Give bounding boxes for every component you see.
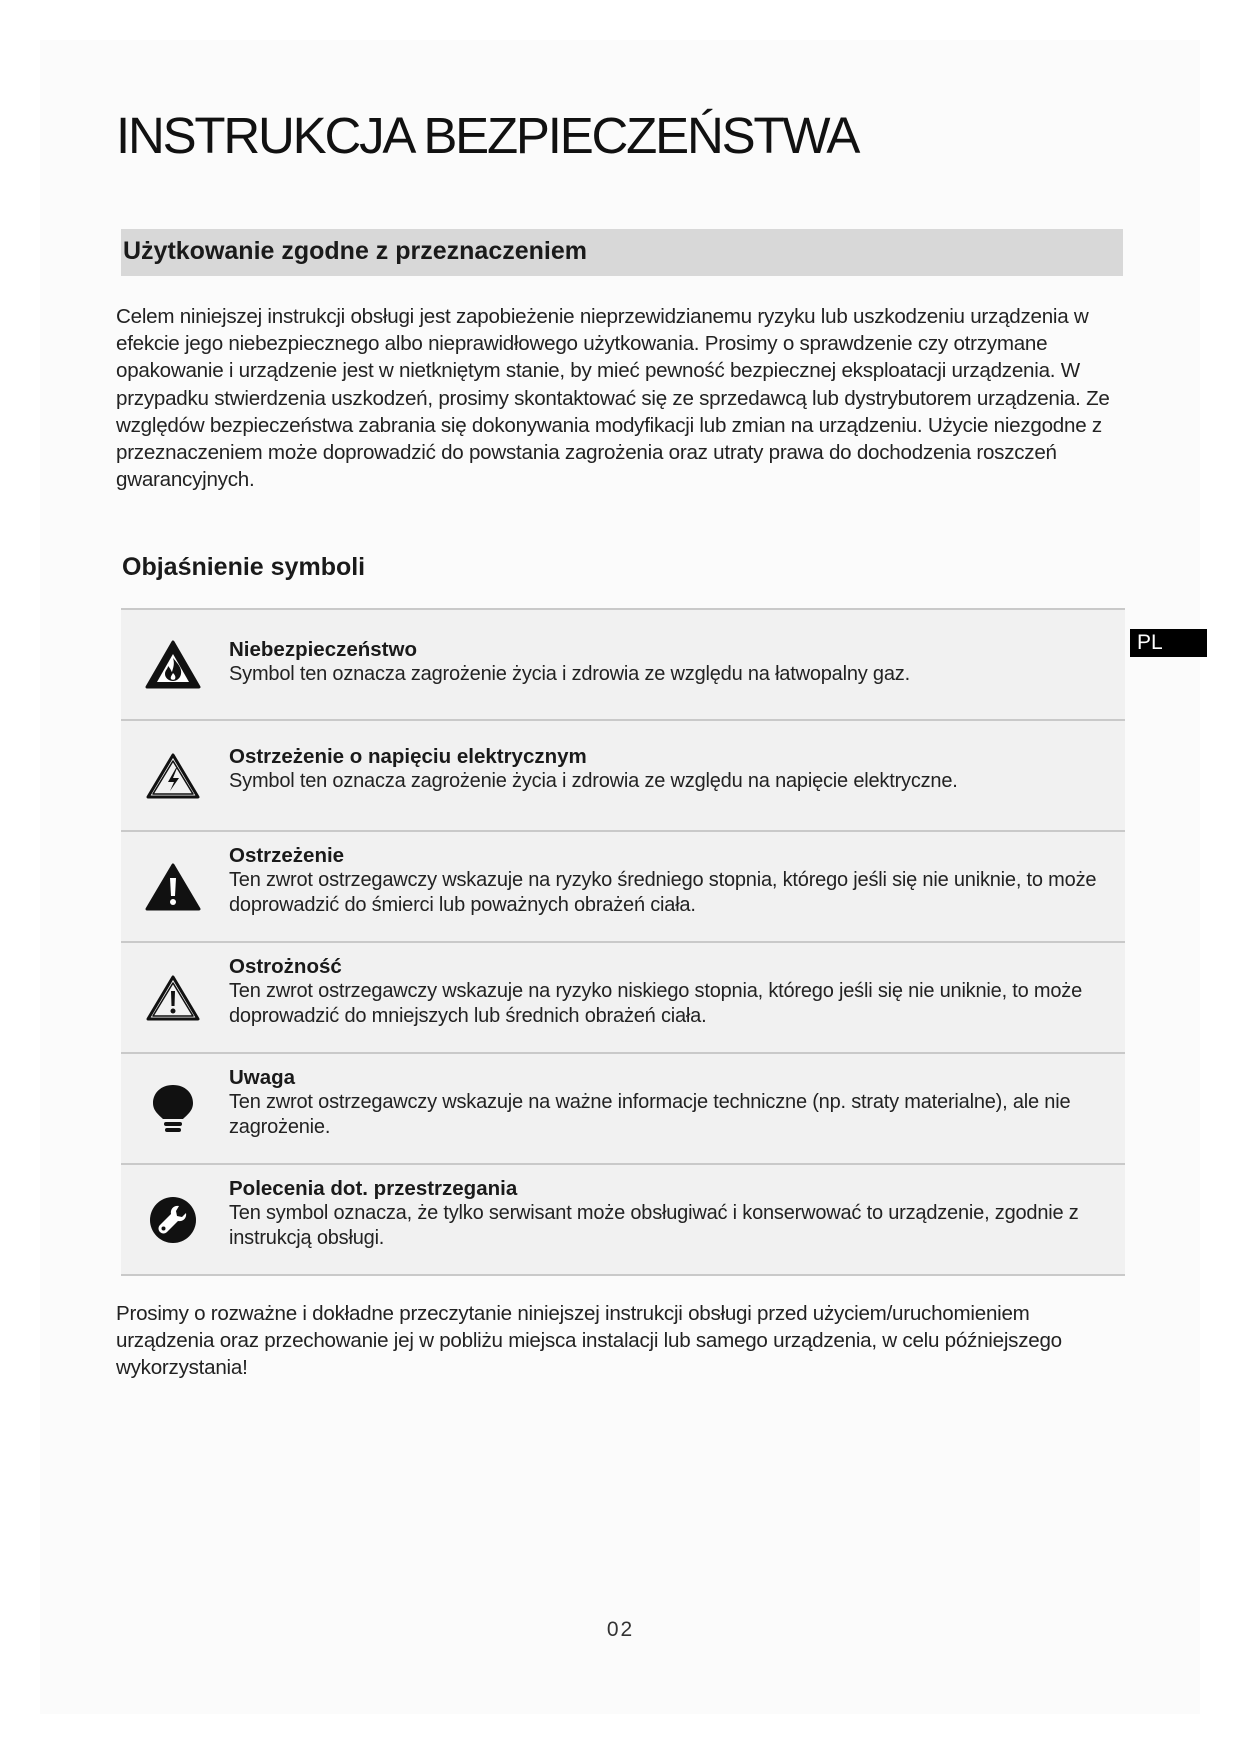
lightbulb-icon [143,1079,203,1139]
symbol-title: Uwaga [229,1066,296,1089]
symbols-heading: Objaśnienie symboli [122,553,366,581]
symbol-title: Ostrzeżenie o napięciu elektrycznym [229,745,587,768]
symbol-description: Symbol ten oznacza zagrożenie życia i zdrowia ze względu na napięcie elektryczne. [229,770,958,792]
section-heading-intended-use: Użytkowanie zgodne z przeznaczeniem [123,237,587,265]
symbol-description: Symbol ten oznacza zagrożenie życia i zdrowia ze względu na łatwopalny gaz. [229,663,910,685]
closing-paragraph: Prosimy o rozważne i dokładne przeczytanie niniejszej instrukcji obsługi przed użyciem/uruchomieniem urządzenia oraz przechowanie jej w pobliżu miejsca instalacji lub samego urządzenia, w celu późniejszego wykorzystania! [116,1302,1062,1380]
symbol-description: Ten zwrot ostrzegawczy wskazuje na ważne informacje techniczne (np. straty materialne), ale nie zagrożenie. [229,1091,1071,1138]
symbol-row-warning [121,832,1125,943]
symbol-row-note [121,1054,1125,1165]
page-number: 02 [606,1618,635,1641]
symbol-title: Niebezpieczeństwo [229,638,417,661]
symbol-row-electric [121,721,1125,832]
intended-use-paragraph: Celem niniejszej instrukcji obsługi jest zapobieżenie nieprzewidzianemu ryzyku lub uszkodzeniu urządzenia w efekcie jego niebezpiecznego albo nieprawidłowego użytkowania. Prosimy o sprawdzenie czy otrzymane opakowanie i urządzenie jest w nietkniętym stanie, by mieć pewność bezpiecznej eksploatacji urządzenia. W przypadku stwierdzenia uszkodzeń, prosimy skontaktować się ze sprzedawcą lub dystrybutorem urządzenia. Ze względów bezpieczeństwa zabrania się dokonywania modyfikacji lub zmian na urządzeniu. Użycie niezgodne z przeznaczeniem może doprowadzić do powstania zagrożenia oraz utraty prawa do dochodzenia roszczeń gwarancyjnych. [116,305,1110,492]
symbol-row-instructions [121,1165,1125,1276]
warning-filled-icon [143,857,203,917]
wrench-icon [143,1190,203,1250]
flame-warning-icon [143,635,203,695]
symbol-table [121,608,1125,1276]
language-tab: PL [1130,629,1207,657]
symbol-description: Ten symbol oznacza, że tylko serwisant może obsługiwać i konserwować to urządzenie, zgodnie z instrukcją obsługi. [229,1202,1079,1249]
symbol-row-caution [121,943,1125,1054]
symbol-title: Polecenia dot. przestrzegania [229,1177,518,1200]
symbol-description: Ten zwrot ostrzegawczy wskazuje na ryzyko niskiego stopnia, którego jeśli się nie uniknie, to może doprowadzić do mniejszych lub średnich obrażeń ciała. [229,980,1083,1027]
symbol-title: Ostrożność [229,955,342,978]
page-title: INSTRUKCJA BEZPIECZEŃSTWA [116,107,859,164]
caution-outline-icon [143,968,203,1028]
electric-shock-warning-icon [143,746,203,806]
symbol-description: Ten zwrot ostrzegawczy wskazuje na ryzyko średniego stopnia, którego jeśli się nie uniknie, to może doprowadzić do śmierci lub poważnych obrażeń ciała. [229,869,1097,916]
section-header-bar [121,229,1123,276]
symbol-row-danger [121,610,1125,721]
symbol-title: Ostrzeżenie [229,844,345,867]
